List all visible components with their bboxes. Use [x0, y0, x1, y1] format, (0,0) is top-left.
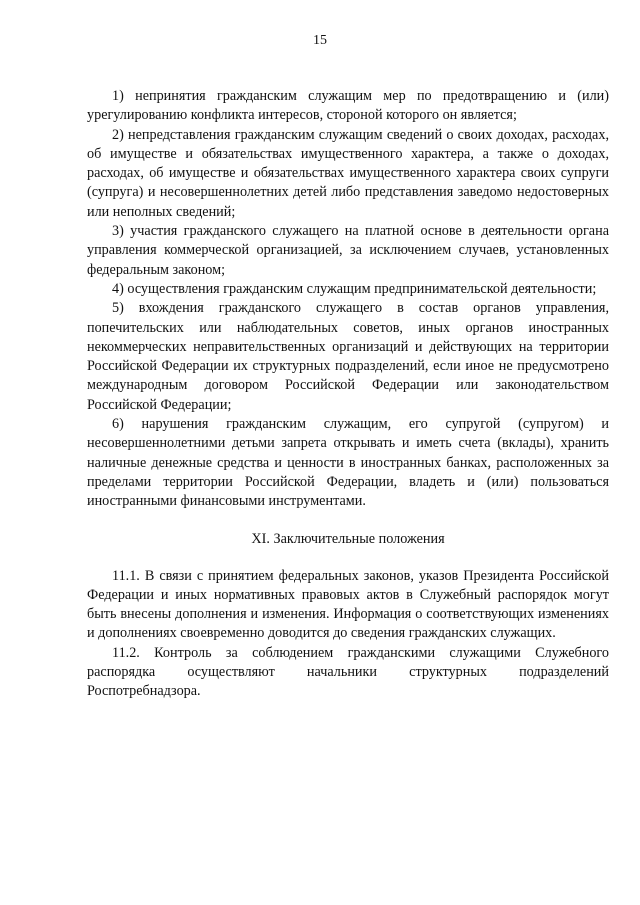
clause-11-1: 11.1. В связи с принятием федеральных законов, указов Президента Российской Федерации и иных нормативных правовых актов в Служебный распорядок могут быть внесены дополнения и изменения. Информация о соответствующих изменениях и дополнениях своевременно доводится до сведения гражданских служащих.	[87, 567, 609, 642]
list-item-5: 5) вхождения гражданского служащего в состав органов управления, попечительских или наблюдательных советов, иных органов иностранных некоммерческих неправительственных организаций и действующих на территории Российской Федерации их структурных подразделений, если иное не предусмотрено международным договором Российской Федерации или законодательством Российской Федерации;	[87, 300, 609, 413]
list-item-2: 2) непредставления гражданским служащим сведений о своих доходах, расходах, об имуществе и обязательствах имущественного характера, а также о доходах, расходах, об имуществе и обязательствах имущественного характера своих супруги (супруга) и несовершеннолетних детей либо представления заведомо недостоверных или неполных сведений;	[87, 126, 609, 220]
list-item-6: 6) нарушения гражданским служащим, его супругой (супругом) и несовершеннолетними детьми запрета открывать и иметь счета (вклады), хранить наличные денежные средства и ценности в иностранных банках, расположенных за пределами территории Российской Федерации, владеть и (или) пользоваться иностранными финансовыми инструментами.	[87, 416, 609, 510]
page-number: 15	[313, 33, 327, 48]
section-heading: XI. Заключительные положения	[251, 530, 445, 547]
clause-11-2: 11.2. Контроль за соблюдением гражданскими служащими Служебного распорядка осуществляют начальники структурных подразделений Роспотребнадзора.	[87, 644, 609, 700]
document-body	[87, 87, 609, 702]
list-item-1: 1) непринятия гражданским служащим мер по предотвращению и (или) урегулированию конфликта интересов, стороной которого он является;	[87, 88, 609, 124]
list-item-3: 3) участия гражданского служащего на платной основе в деятельности органа управления коммерческой организацией, за исключением случаев, установленных федеральным законом;	[87, 223, 609, 278]
list-item-4: 4) осуществления гражданским служащим предпринимательской деятельности;	[112, 280, 597, 297]
